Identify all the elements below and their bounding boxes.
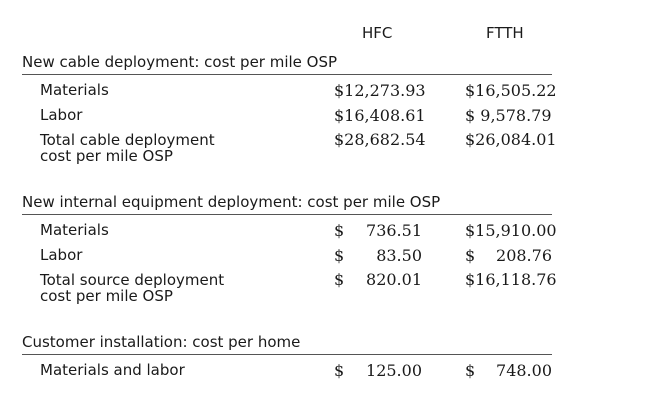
cell-ftth: $ 9,578.79 bbox=[465, 106, 552, 125]
row-label-labor: Labor bbox=[40, 106, 83, 124]
cell-hfc-symbol: $ bbox=[334, 361, 345, 380]
section-rule bbox=[22, 214, 552, 215]
row-label-materials: Materials bbox=[40, 221, 109, 239]
cell-hfc-symbol: $ bbox=[334, 246, 345, 265]
section-rule bbox=[22, 354, 552, 355]
cell-hfc-symbol: $ bbox=[334, 270, 345, 289]
section-rule-full bbox=[22, 74, 552, 75]
cell-ftth: $26,084.01 bbox=[465, 130, 557, 149]
cell-ftth-symbol: $ bbox=[465, 361, 476, 380]
cell-ftth: 748.00 bbox=[496, 361, 552, 380]
row-label-materials-and-labor: Materials and labor bbox=[40, 361, 185, 379]
cell-hfc: $28,682.54 bbox=[334, 130, 426, 149]
column-header-ftth: FTTH bbox=[486, 24, 524, 42]
row-label-labor: Labor bbox=[40, 246, 83, 264]
cell-ftth: $16,505.22 bbox=[465, 81, 557, 100]
cell-hfc: $12,273.93 bbox=[334, 81, 426, 100]
row-label-total-source-line2: cost per mile OSP bbox=[40, 287, 173, 305]
cell-hfc: 736.51 bbox=[366, 221, 422, 240]
cell-hfc: 83.50 bbox=[376, 246, 422, 265]
row-label-materials: Materials bbox=[40, 81, 109, 99]
column-header-hfc: HFC bbox=[362, 24, 393, 42]
cell-hfc: 125.00 bbox=[366, 361, 422, 380]
cell-hfc: $16,408.61 bbox=[334, 106, 426, 125]
cell-ftth: 208.76 bbox=[496, 246, 552, 265]
cell-hfc: 820.01 bbox=[366, 270, 422, 289]
row-label-total-source: Total source deployment bbox=[40, 271, 225, 289]
section-title-internal-equipment: New internal equipment deployment: cost per mile OSP bbox=[22, 193, 441, 211]
row-label-total-cable-line2: cost per mile OSP bbox=[40, 147, 173, 165]
section-title-cable-deployment: New cable deployment: cost per mile OSP bbox=[22, 53, 338, 71]
cell-ftth-symbol: $ bbox=[465, 246, 476, 265]
cell-ftth: $16,118.76 bbox=[465, 270, 557, 289]
cell-ftth: $15,910.00 bbox=[465, 221, 557, 240]
cell-hfc-symbol: $ bbox=[334, 221, 345, 240]
row-label-total-cable: Total cable deployment bbox=[40, 131, 215, 149]
section-title-customer-installation: Customer installation: cost per home bbox=[22, 333, 301, 351]
